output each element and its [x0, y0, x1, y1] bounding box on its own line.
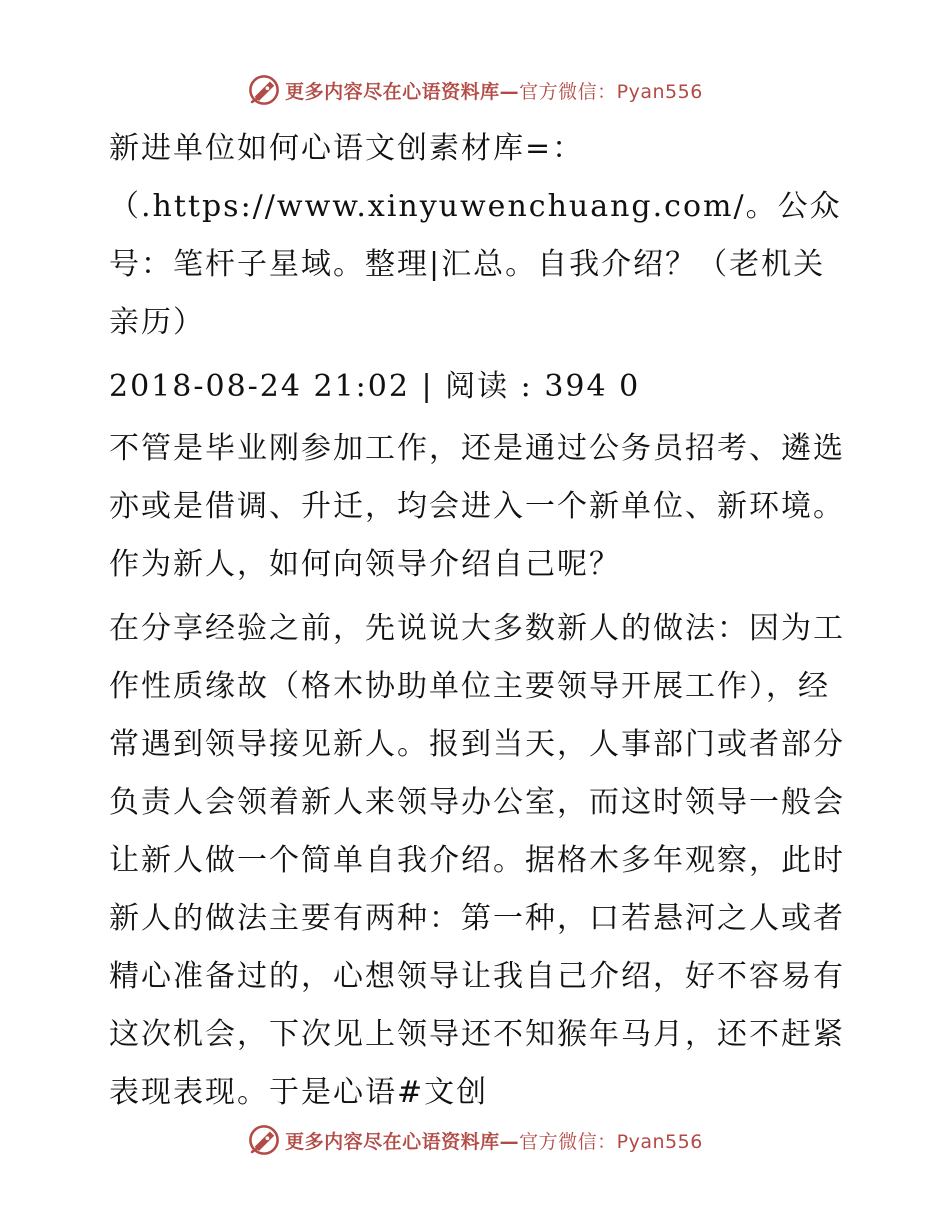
paragraph: 不管是毕业刚参加工作，还是通过公务员招考、遴选亦或是借调、升迁，均会进入一个新单位、新环境。作为新人，如何向领导介绍自己呢？	[109, 431, 845, 582]
paragraph: 在分享经验之前，先说说大多数新人的做法：因为工作性质缘故（格木协助单位主要领导开展工作），经常遇到领导接见新人。报到当天，人事部门或者部分负责人会领着新人来领导办公室，而这时领导一般会让新人做一个简单自我介绍。据格木多年观察，此时新人的做法主要有两种：第一种，口若悬河之人或者精心准备过的，心想领导让我自己介绍，好不容易有这次机会，下次见上领导还不知猴年马月，还不赶紧表现表现。于是心语#文创	[109, 611, 845, 1110]
document-body	[97, 120, 857, 1122]
date-read-count: 2018-08-24 21:02 | 阅读 : 394 0	[109, 369, 641, 404]
pen-nib-circle-icon	[247, 1123, 281, 1157]
header-watermark	[0, 70, 950, 110]
watermark-text: 更多内容尽在心语资料库—官方微信：Pyan556	[285, 80, 703, 103]
watermark-text: 更多内容尽在心语资料库—官方微信：Pyan556	[285, 1130, 703, 1153]
watermark-wechat: 官方微信：Pyan556	[519, 80, 703, 103]
footer-watermark	[0, 1120, 950, 1160]
document-title: 新进单位如何心语文创素材库=：（.https://www.xinyuwenchuang.com/。公众号：笔杆子星域。整理|汇总。自我介绍？（老机关亲历）	[109, 131, 842, 340]
pen-nib-circle-icon	[247, 73, 281, 107]
watermark-wechat: 官方微信：Pyan556	[519, 1130, 703, 1153]
